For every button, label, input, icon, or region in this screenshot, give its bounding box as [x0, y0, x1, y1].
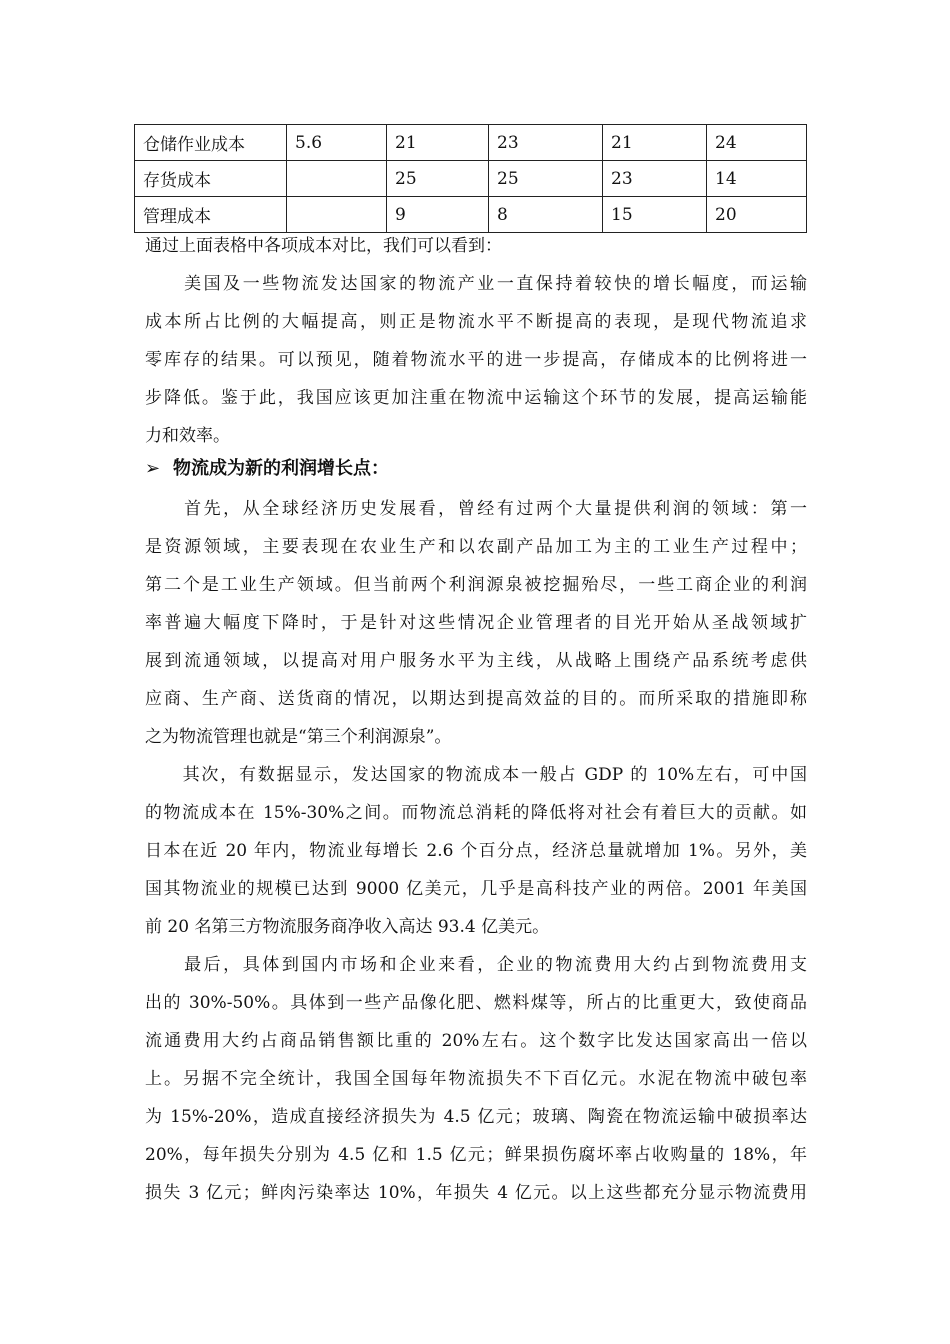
section-heading	[145, 450, 389, 488]
paragraph-line: 率普遍大幅度下降时，于是针对这些情况企业管理者的目光开始从圣战领域扩	[145, 613, 807, 633]
table-cell: 管理成本	[135, 197, 287, 233]
table-cell: 存货成本	[135, 161, 287, 197]
paragraph-line: 应商、生产商、送货商的情况，以期达到提高效益的目的。而所采取的措施即称	[145, 689, 807, 709]
paragraph-line: 首先，从全球经济历史发展看，曾经有过两个大量提供利润的领域：第一	[145, 499, 807, 519]
paragraph-line: 前 20 名第三方物流服务商净收入高达 93.4 亿美元。	[145, 917, 550, 937]
body-text-bottom	[145, 490, 807, 1212]
paragraph-line: 为 15%-20%，造成直接经济损失为 4.5 亿元；玻璃、陶瓷在物流运输中破损率达	[145, 1107, 807, 1127]
paragraph-line: 国其物流业的规模已达到 9000 亿美元，几乎是高科技产业的两倍。2001 年美国	[145, 879, 807, 899]
paragraph-line: 是资源领域，主要表现在农业生产和以农副产品加工为主的工业生产过程中；	[145, 537, 807, 557]
table-cell: 5.6	[287, 125, 387, 161]
arrow-bullet-icon: ➢	[145, 458, 161, 479]
table-cell	[287, 161, 387, 197]
section-heading-text: 物流成为新的利润增长点：	[173, 458, 389, 479]
paragraph-line: 其次，有数据显示，发达国家的物流成本一般占 GDP 的 10%左右，可中国	[145, 765, 807, 785]
paragraph-line: 第二个是工业生产领域。但当前两个利润源泉被挖掘殆尽，一些工商企业的利润	[145, 575, 807, 595]
table-cell: 9	[387, 197, 489, 233]
table-cell: 21	[387, 125, 489, 161]
paragraph-line: 上。另据不完全统计，我国全国每年物流损失不下百亿元。水泥在物流中破包率	[145, 1069, 807, 1089]
body-text-top	[145, 227, 807, 455]
table-cell: 仓储作业成本	[135, 125, 287, 161]
paragraph-line: 步降低。鉴于此，我国应该更加注重在物流中运输这个环节的发展，提高运输能	[145, 388, 807, 408]
table-cell: 23	[489, 125, 603, 161]
paragraph-line: 最后，具体到国内市场和企业来看，企业的物流费用大约占到物流费用支	[145, 955, 807, 975]
paragraph-line: 成本所占比例的大幅提高，则正是物流水平不断提高的表现，是现代物流追求	[145, 312, 807, 332]
table-cell: 23	[603, 161, 707, 197]
paragraph-line: 损失 3 亿元；鲜肉污染率达 10%，年损失 4 亿元。以上这些都充分显示物流费用	[145, 1183, 807, 1203]
table-cell: 24	[707, 125, 807, 161]
paragraph-line: 零库存的结果。可以预见，随着物流水平的进一步提高，存储成本的比例将进一	[145, 350, 807, 370]
table-cell: 8	[489, 197, 603, 233]
paragraph-line: 力和效率。	[145, 426, 230, 446]
paragraph-line: 出的 30%-50%。具体到一些产品像化肥、燃料煤等，所占的比重更大，致使商品	[145, 993, 807, 1013]
table-cell: 21	[603, 125, 707, 161]
table-cell: 14	[707, 161, 807, 197]
cost-table	[134, 124, 807, 233]
paragraph-line: 的物流成本在 15%-30%之间。而物流总消耗的降低将对社会有着巨大的贡献。如	[145, 803, 807, 823]
paragraph-line: 之为物流管理也就是“第三个利润源泉”。	[145, 727, 452, 747]
paragraph-line: 日本在近 20 年内，物流业每增长 2.6 个百分点，经济总量就增加 1%。另外，美	[145, 841, 807, 861]
table-row	[135, 161, 807, 197]
table-cell: 20	[707, 197, 807, 233]
table-cell: 25	[387, 161, 489, 197]
table-cell: 15	[603, 197, 707, 233]
table-row	[135, 125, 807, 161]
paragraph-line: 美国及一些物流发达国家的物流产业一直保持着较快的增长幅度，而运输	[145, 274, 807, 294]
paragraph-line: 展到流通领域，以提高对用户服务水平为主线，从战略上围绕产品系统考虑供	[145, 651, 807, 671]
paragraph-line: 20%，每年损失分别为 4.5 亿和 1.5 亿元；鲜果损伤腐坏率占收购量的 18%，年	[145, 1145, 807, 1165]
intro-line: 通过上面表格中各项成本对比，我们可以看到：	[145, 236, 502, 256]
table-cell: 25	[489, 161, 603, 197]
paragraph-line: 流通费用大约占商品销售额比重的 20%左右。这个数字比发达国家高出一倍以	[145, 1031, 807, 1051]
